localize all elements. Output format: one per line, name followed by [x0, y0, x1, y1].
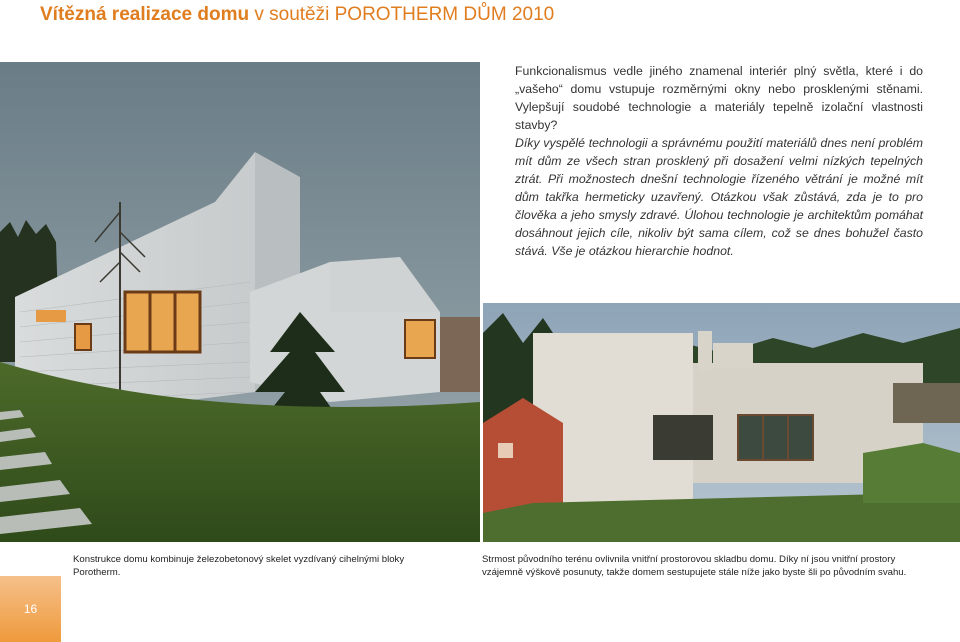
article-text	[515, 62, 923, 260]
house-photo-dusk	[0, 62, 480, 542]
intro-paragraph: Funkcionalismus vedle jiného znamenal interiér plný světla, které i do „vašeho“ domu vstupuje rozměrnými okny nebo prosklenými stěnami. Vylepšují soudobé technologie a materiály tepelně izolační vlastnosti stavby?	[515, 64, 923, 132]
house-photo-slope	[483, 303, 960, 542]
page-title	[40, 4, 554, 26]
title-connector: v soutěži	[249, 4, 335, 25]
caption-left: Konstrukce domu kombinuje železobetonový skelet vyzdívaný cihelnými bloky Porotherm.	[73, 554, 405, 578]
page-number: 16	[23, 602, 38, 616]
caption-right: Strmost původního terénu ovlivnila vnitřní prostorovou skladbu domu. Díky ní jsou vnitřní prostory vzájemně výškově posunuty, takže domem sestupujete stále níže jako byste šli po původním svahu.	[482, 554, 907, 578]
title-competition: POROTHERM DŮM 2010	[334, 4, 555, 25]
title-main: Vítězná realizace domu	[40, 4, 250, 25]
page-number-tab	[0, 576, 61, 642]
italic-paragraph: Díky vyspělé technologii a správnému použití materiálů dnes není problém mít dům ze všech stran prosklený při dosažení velmi nízkých tepelných ztrát. Při možnostech dnešní technologie řízeného větrání je možné mít dům takřka hermeticky uzavřený. Otázkou však zůstává, zda je to pro člověka a jeho smysly zdravé. Úlohou technologie je architektům pomáhat dosáhnout jejich cíle, nikoliv být sama cílem, což se dnes bohužel často stává. Vše je otázkou hierarchie hodnot.	[515, 136, 923, 258]
